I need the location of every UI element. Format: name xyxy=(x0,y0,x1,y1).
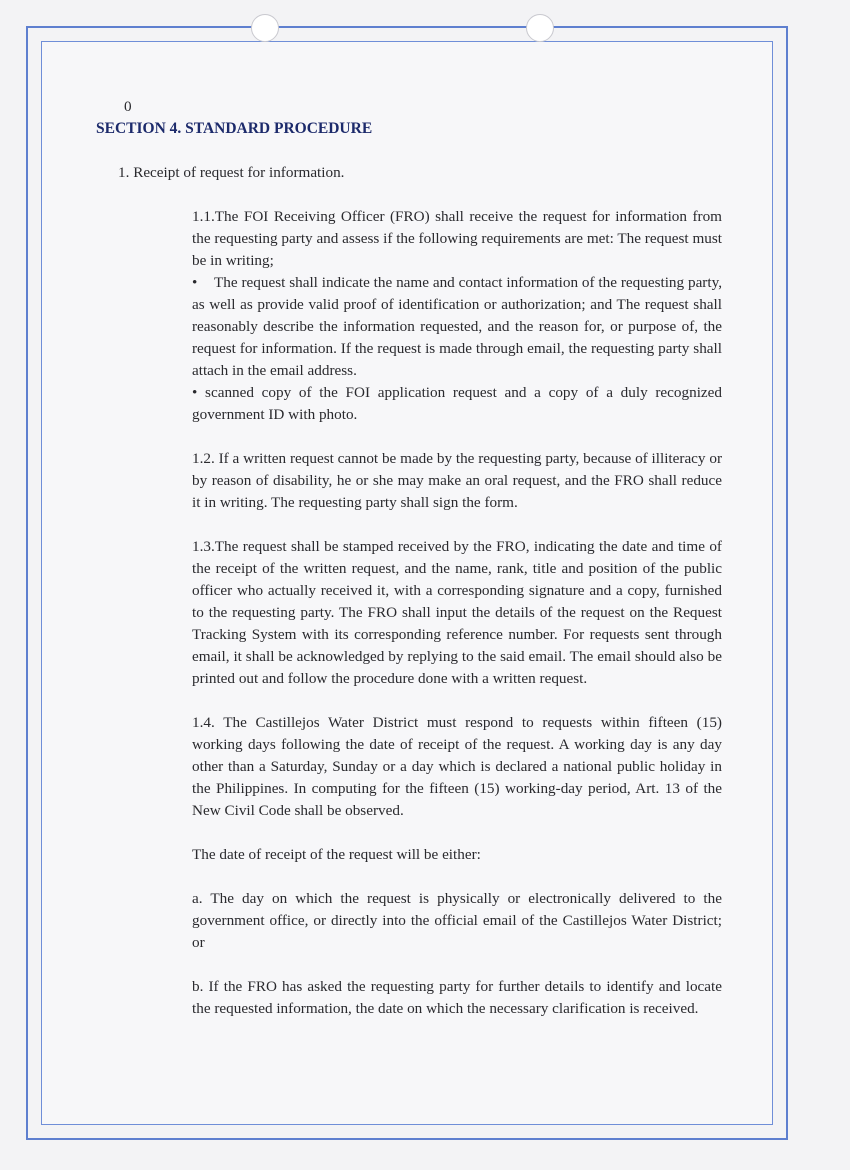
bullet-item-2 xyxy=(192,382,722,426)
paragraph-option-a: a. The day on which the request is physically or electronically delivered to the government office, or directly into the official email of the Castillejos Water District; or xyxy=(192,890,722,951)
paragraph-option-b: b. If the FRO has asked the requesting party for further details to identify and locate the requested information, the date on which the necessary clarification is received. xyxy=(192,978,722,1017)
paragraph-receipt-date: The date of receipt of the request will be either: xyxy=(192,846,481,863)
bullet-icon: • xyxy=(192,384,206,401)
punch-hole-right xyxy=(526,14,554,42)
page-number: 0 xyxy=(124,98,132,115)
document-body xyxy=(96,96,736,1020)
bullet-item-1-text: The request shall indicate the name and contact information of the requesting party, as well as provide valid proof of identification or authorization; and The request shall reasonably describe the information requested, and the reason for, or purpose of, the request for information. If the request is made through email, the requesting party shall attach in the email address. xyxy=(192,274,722,379)
bullet-item-2-text: scanned copy of the FOI application request and a copy of a duly recognized government ID with photo. xyxy=(192,384,722,423)
paragraph-1-3: 1.3.The request shall be stamped received by the FRO, indicating the date and time of the receipt of the written request, and the name, rank, title and position of the public officer who actually received it, with a corresponding signature and a copy, furnished to the requesting party. The FRO shall input the details of the request on the Request Tracking System with its corresponding reference number. For requests sent through email, it shall be acknowledged by replying to the said email. The email should also be printed out and follow the procedure done with a written request. xyxy=(192,538,722,687)
punch-hole-left xyxy=(251,14,279,42)
paragraph-1-1 xyxy=(192,206,722,426)
list-item-receipt: 1. Receipt of request for information. xyxy=(118,164,345,181)
bullet-item-1 xyxy=(192,272,722,382)
paragraph-1-1-intro: 1.1.The FOI Receiving Officer (FRO) shall receive the request for information from the requesting party and assess if the following requirements are met: The request must be in writing; xyxy=(192,208,722,269)
paragraph-1-4: 1.4. The Castillejos Water District must respond to requests within fifteen (15) working days following the date of receipt of the request. A working day is any day other than a Saturday, Sunday or a day which is declared a national public holiday in the Philippines. In computing for the fifteen (15) working-day period, Art. 13 of the New Civil Code shall be observed. xyxy=(192,714,722,819)
paragraph-1-2: 1.2. If a written request cannot be made by the requesting party, because of illiteracy or by reason of disability, he or she may make an oral request, and the FRO shall reduce it in writing. The requesting party shall sign the form. xyxy=(192,450,722,511)
section-title: SECTION 4. STANDARD PROCEDURE xyxy=(96,120,373,137)
bullet-icon: • xyxy=(192,274,198,291)
